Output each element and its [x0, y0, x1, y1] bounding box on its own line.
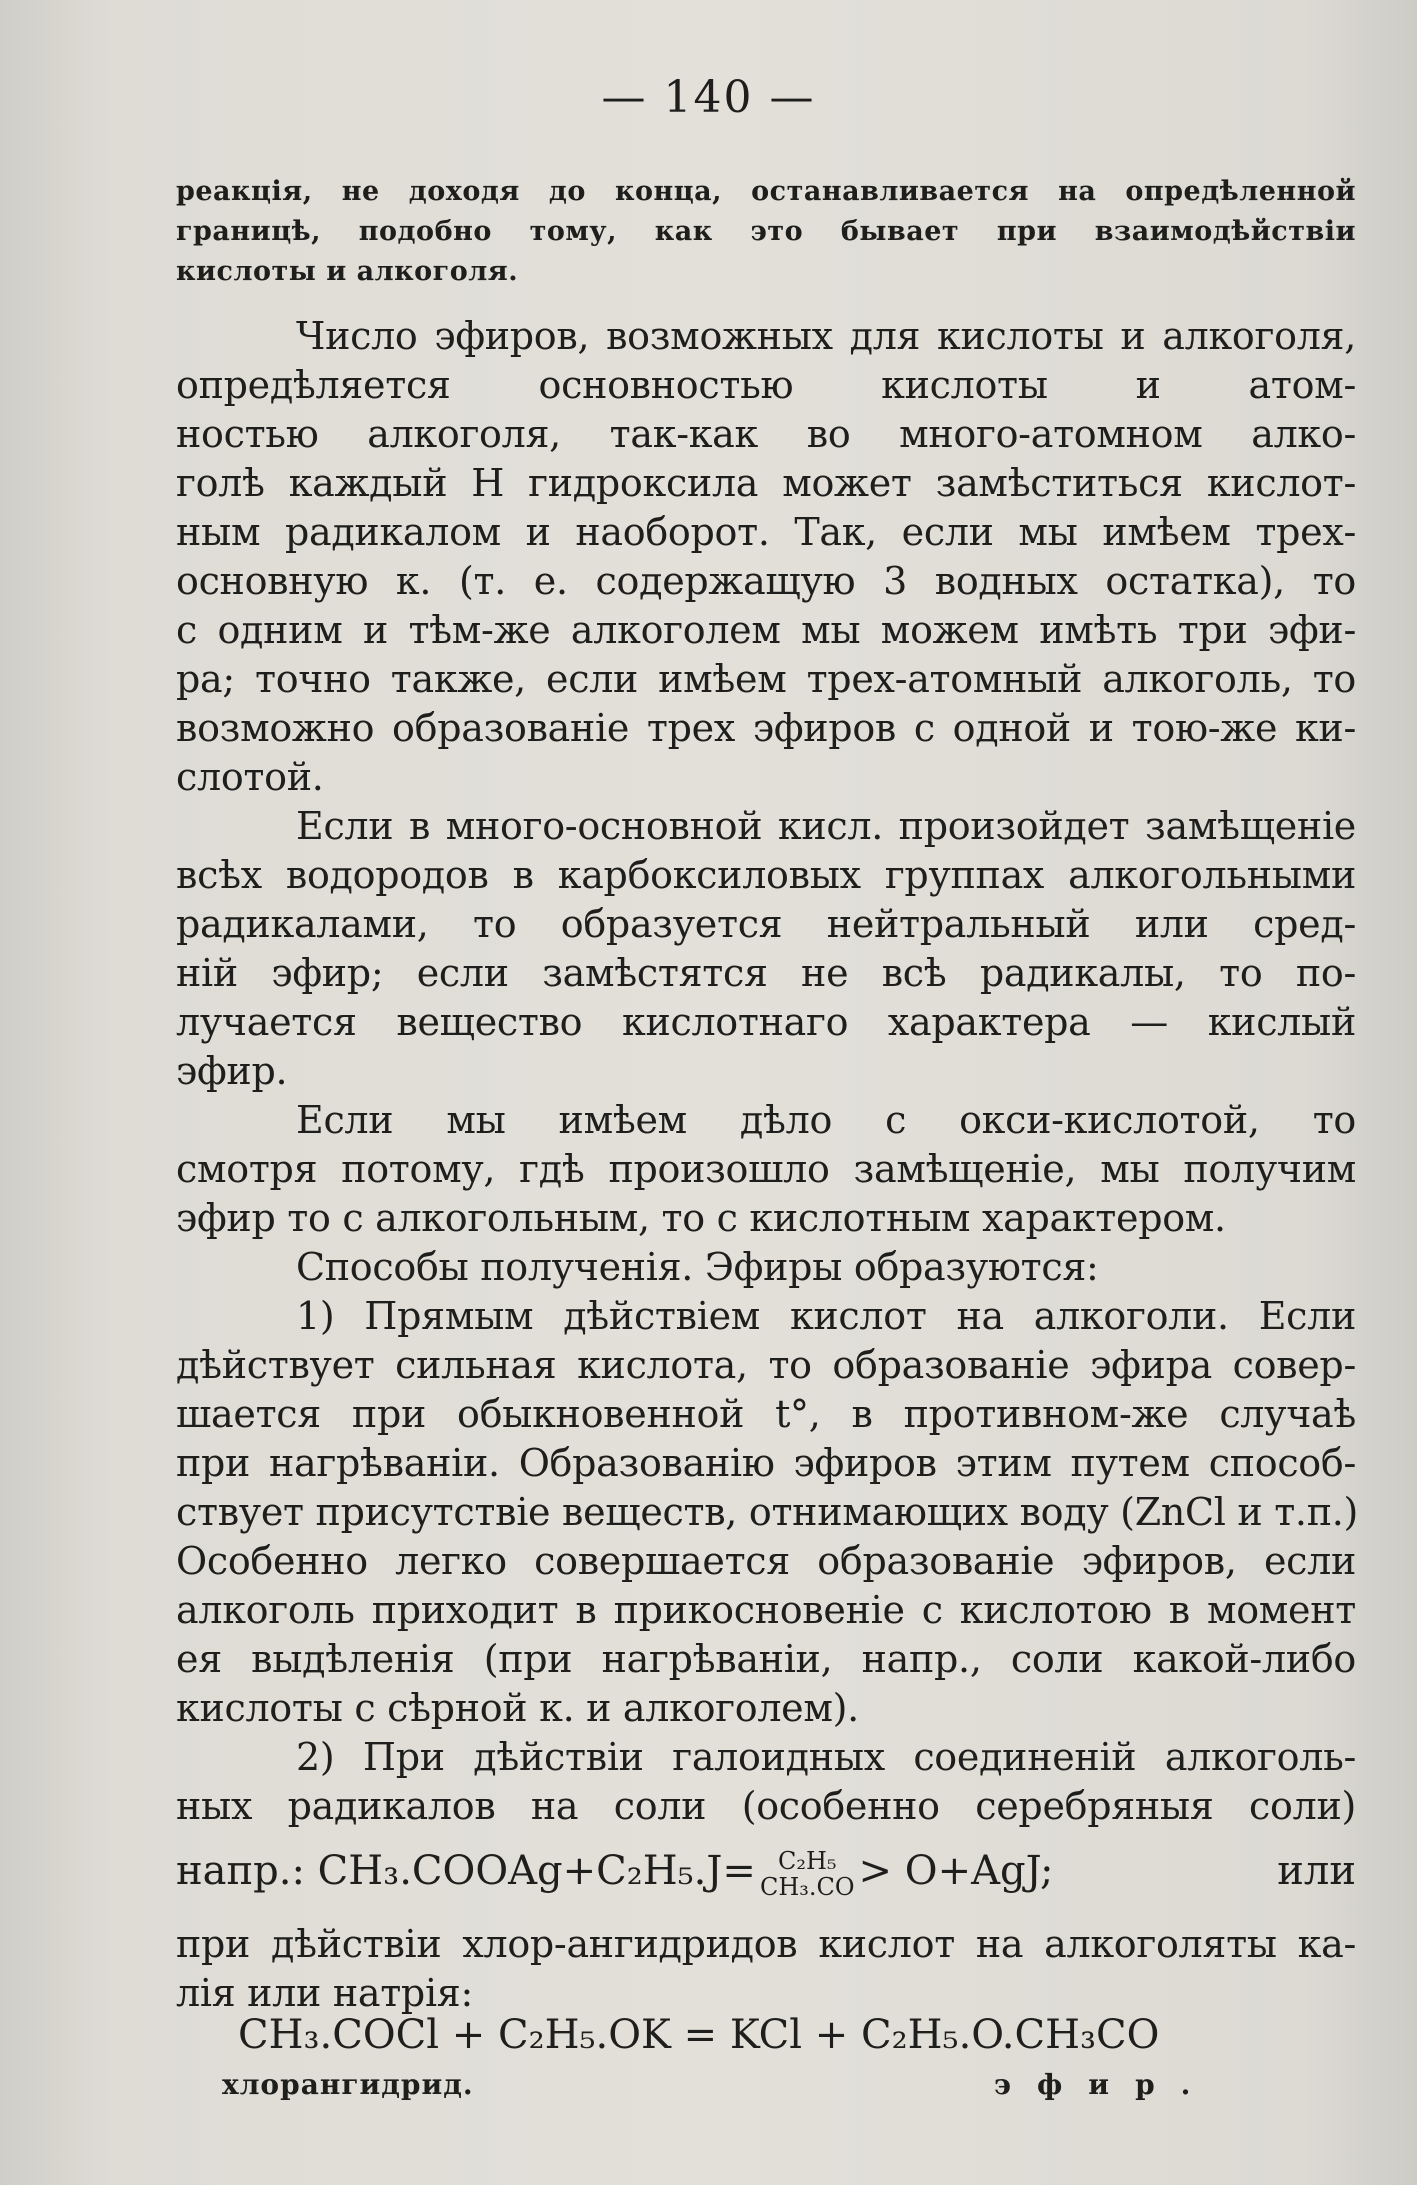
text-line: ствует присутствіе веществ, отнимающих воду (ZnCl и т.п.) — [176, 1490, 1359, 1534]
text-line: опредѣляется основностью кислоты и атом- — [176, 363, 1356, 407]
formula-left: напр.: CH₃.COOAg+C₂H₅.J= — [176, 1848, 756, 1894]
text-line: Если в много-основной кисл. произойдет замѣщеніе — [296, 804, 1356, 848]
text-line: ея выдѣленія (при нагрѣваніи, напр., соли какой-либо — [176, 1637, 1356, 1681]
text-line: ных радикалов на соли (особенно серебряныя соли) — [176, 1784, 1356, 1828]
text-line: основную к. (т. е. содержащую 3 водных остатка), то — [176, 559, 1356, 603]
text-line: эфир. — [176, 1049, 288, 1093]
text-line: ній эфир; если замѣстятся не всѣ радикалы, то по- — [176, 951, 1356, 995]
text-line: при нагрѣваніи. Образованію эфиров этим путем способ- — [176, 1441, 1356, 1485]
text-line: лучается вещество кислотнаго характера — кислый — [176, 1000, 1356, 1044]
text-line: радикалами, то образуется нейтральный или сред- — [176, 902, 1356, 946]
paragraph-chloranhydride — [176, 1920, 1356, 2018]
text-line: дѣйствует сильная кислота, то образованіе эфира совер- — [176, 1343, 1356, 1387]
formula-right: > O+AgJ; — [858, 1848, 1054, 1894]
text-line: голѣ каждый H гидроксила может замѣститься кислот- — [176, 461, 1356, 505]
text-line: с одним и тѣм-же алкоголем мы можем имѣть три эфи- — [176, 608, 1356, 652]
formula-silver-acetate — [176, 1848, 1356, 1900]
paragraph-oxy-acid — [176, 1096, 1356, 1243]
caption-ether: эфир. — [994, 2068, 1217, 2101]
text-line: Если мы имѣем дѣло с окси-кислотой, то — [296, 1098, 1356, 1142]
text-line: 2) При дѣйствіи галоидных соединеній алкоголь- — [296, 1735, 1356, 1779]
text-line: ным радикалом и наоборот. Так, если мы имѣем трех- — [176, 510, 1356, 554]
text-line: при дѣйствіи хлор-ангидридов кислот на алкоголяты ка- — [176, 1922, 1356, 1966]
formula-fraction — [760, 1848, 855, 1900]
paragraph-method-1 — [176, 1292, 1359, 1733]
text-line: алкоголь приходит в прикосновеніе с кислотою в момент — [176, 1588, 1356, 1632]
paragraph-neutral-acid-ether — [176, 802, 1356, 1096]
text-line: шается при обыкновенной t°, в противном-же случаѣ — [176, 1392, 1356, 1436]
formula-tail: или — [1277, 1848, 1356, 1894]
section-heading-methods — [176, 1243, 1356, 1292]
text-line: слотой. — [176, 755, 324, 799]
fraction-bottom: CH₃.CO — [759, 1873, 855, 1901]
text-line: Способы полученія. Эфиры образуются: — [296, 1245, 1099, 1289]
text-line: возможно образованіе трех эфиров с одной и тою-же ки- — [176, 706, 1356, 750]
text-line: ра; точно также, если имѣем трех-атомный алкоголь, то — [176, 657, 1356, 701]
caption-chloranhydride: хлорангидрид. — [222, 2068, 474, 2101]
page-number: — 140 — — [601, 72, 816, 123]
text-line: кислоты и алкоголя. — [176, 256, 519, 287]
text-line: Особенно легко совершается образованіе эфиров, если — [176, 1539, 1356, 1583]
text-line: кислоты с сѣрной к. и алкоголем). — [176, 1686, 859, 1730]
paragraph-continuation — [176, 172, 1356, 292]
text-line: Число эфиров, возможных для кислоты и алкоголя, — [296, 314, 1356, 358]
text-line: лія или натрія: — [176, 1971, 473, 2015]
text-line: всѣх водородов в карбоксиловых группах алкогольными — [176, 853, 1356, 897]
text-line: реакція, не доходя до конца, останавливается на опредѣленной — [176, 176, 1356, 207]
text-line: эфир то с алкогольным, то с кислотным характером. — [176, 1196, 1226, 1240]
text-line: границѣ, подобно тому, как это бывает при взаимодѣйствіи — [176, 216, 1356, 247]
text-line: 1) Прямым дѣйствіем кислот на алкоголи. Если — [296, 1294, 1356, 1338]
formula-chloranhydride-reaction: CH₃.COCl + C₂H₅.OK = KCl + C₂H₅.O.CH₃CO — [238, 2012, 1160, 2058]
fraction-top: C₂H₅ — [777, 1847, 837, 1875]
paragraph-ether-count — [176, 312, 1356, 802]
paragraph-method-2 — [176, 1733, 1356, 1831]
text-line: ностью алкоголя, так-как во много-атомном алко- — [176, 412, 1356, 456]
text-line: смотря потому, гдѣ произошло замѣщеніе, мы получим — [176, 1147, 1356, 1191]
